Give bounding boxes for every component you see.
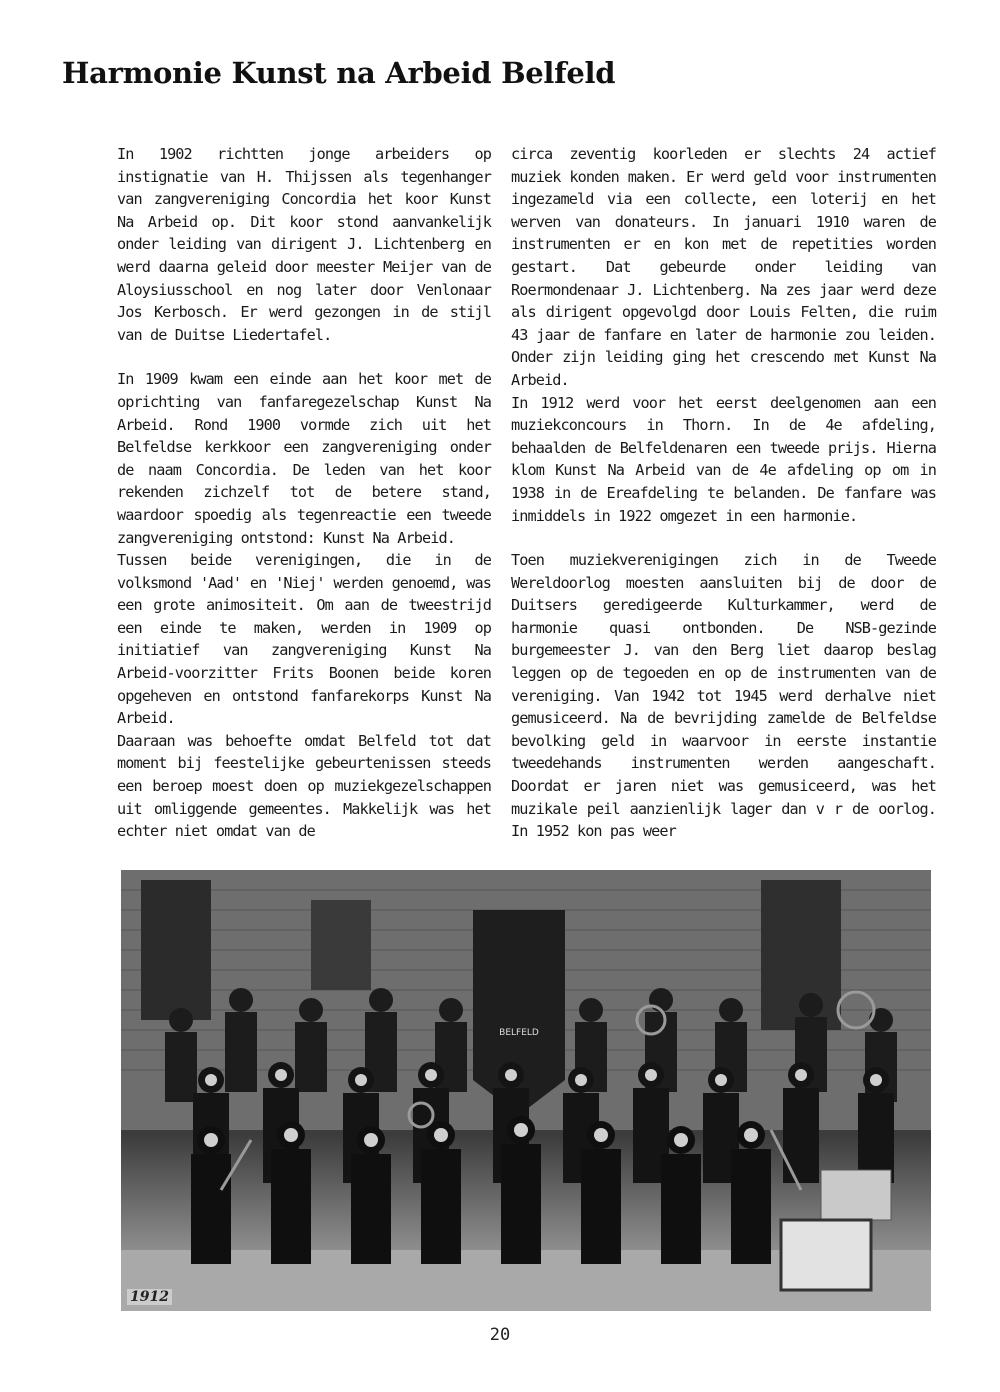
paragraph: In 1909 kwam een einde aan het koor met de oprichting van fanfaregezelschap Kunst Na Arbeid. Rond 1900 vormde zich uit het Belfeldse kerkkoor een zangvereniging onder de naam Concordia. De leden van het koor rekenden zichzelf tot de betere stand, waardoor spoedig als tegenreactie een tweede zangvereniging ontstond: Kunst Na Arbeid. (117, 370, 491, 547)
paragraph: In 1902 richtten jonge arbeiders op instignatie van H. Thijssen als tegenhanger van zangvereniging Concordia het koor Kunst Na Arbeid op. Dit koor stond aanvankelijk onder leiding van dirigent J. Lichtenberg en werd daarna geleid door meester Meijer van de Aloysiusschool en nog later door Venlonaar Jos Kerbosch. Er werd gezongen in de stijl van de Duitse Liedertafel. (117, 145, 491, 344)
photo-caption: 1912 (127, 1289, 172, 1305)
paragraph: Tussen beide verenigingen, die in de volksmond 'Aad' en 'Niej' werden genoemd, was een grote animositeit. Om aan de tweestrijd een einde te maken, werden in 1909 op initiatief van zangvereniging Kunst Na Arbeid-voorzitter Frits Boonen beide koren opgeheven en ontstond fanfarekorps Kunst Na Arbeid. (117, 551, 491, 728)
page-title: Harmonie Kunst na Arbeid Belfeld (62, 56, 616, 90)
paragraph: Daaraan was behoefte omdat Belfeld tot dat moment bij feestelijke gebeurtenissen steeds een beroep moest doen op muziekgezelschappen uit omliggende gemeentes. Makkelijk was het echter niet omdat van de (117, 731, 491, 841)
text-column-left (117, 143, 491, 843)
paragraph: Toen muziekverenigingen zich in de Tweede Wereldoorlog moesten aansluiten bij de door de Duitsers geredigeerde Kulturkammer, werd de harmonie quasi ontbonden. De NSB-gezinde burgemeester J. van den Berg liet daarop beslag leggen op de tegoeden en op de instrumenten van de vereniging. Van 1942 tot 1945 werd derhalve niet gemusiceerd. Na de bevrijding zamelde de Belfeldse bevolking geld in waarvoor in eerste instantie tweedehands instrumenten werden aangeschaft. Doordat er jaren niet was gemusiceerd, was het muzikale peil aanzienlijk lager dan v r de oorlog. In 1952 kon pas weer (511, 551, 936, 841)
paragraph: circa zeventig koorleden er slechts 24 actief muziek konden maken. Er werd geld voor instrumenten ingezameld via een collecte, een loterij en het werven van donateurs. In januari 1910 waren de instrumenten er en kon met de repetities worden gestart. Dat gebeurde onder leiding van Roermondenaar J. Lichtenberg. Na zes jaar werd deze als dirigent opgevolgd door Louis Felten, die ruim 43 jaar de fanfare en later de harmonie zou leiden. Onder zijn leiding ging het crescendo met Kunst Na Arbeid. (511, 145, 936, 389)
page-number: 20 (489, 1325, 511, 1345)
text-column-right (511, 143, 936, 843)
banner-text: BELFELD (499, 1028, 539, 1038)
paragraph: In 1912 werd voor het eerst deelgenomen aan een muziekconcours in Thorn. In de 4e afdeling, behaalden de Belfeldenaren een tweede prijs. Hierna klom Kunst Na Arbeid van de 4e afdeling op om in 1938 in de Ereafdeling te belanden. De fanfare was inmiddels in 1922 omgezet in een harmonie. (511, 393, 936, 525)
group-photo (121, 870, 931, 1311)
group-photo-illustration (121, 870, 931, 1311)
